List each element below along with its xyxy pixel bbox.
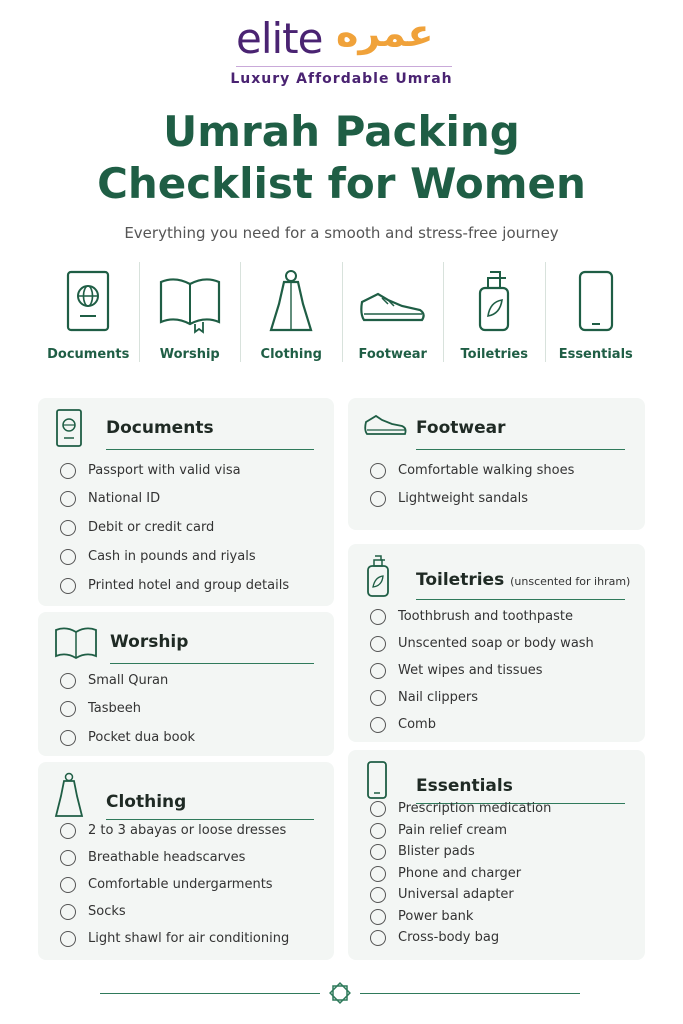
category-clothing <box>240 262 342 362</box>
page-title <box>0 106 683 210</box>
item-label: Phone and charger <box>398 866 522 881</box>
checkbox[interactable] <box>370 636 386 652</box>
item-label: Cross-body bag <box>398 930 500 945</box>
checklist-item[interactable] <box>370 865 635 885</box>
item-label: Socks <box>88 904 126 919</box>
checklist-item[interactable] <box>370 908 635 928</box>
category-essentials <box>545 262 647 362</box>
item-label: Light shawl for air conditioning <box>88 931 290 946</box>
checklist-item[interactable] <box>370 608 635 628</box>
checklist-item[interactable] <box>60 849 324 869</box>
checklist-item[interactable] <box>370 886 635 906</box>
shoe-icon <box>364 408 408 440</box>
shoe-icon <box>358 268 428 334</box>
checklist-item[interactable] <box>370 462 635 482</box>
item-label: Comb <box>398 717 436 732</box>
checklist-item[interactable] <box>370 662 635 682</box>
category-toiletries <box>443 262 545 362</box>
checklist-item[interactable] <box>60 876 324 896</box>
logo-divider <box>236 66 452 67</box>
item-label: Passport with valid visa <box>88 463 241 478</box>
checklist-item[interactable] <box>370 689 635 709</box>
checkbox[interactable] <box>60 877 76 893</box>
phone-icon <box>572 268 620 334</box>
item-label: Pocket dua book <box>88 730 196 745</box>
checklist-item[interactable] <box>60 700 324 720</box>
checklist-item[interactable] <box>370 716 635 736</box>
phone-icon <box>364 760 390 800</box>
passport-icon <box>64 268 112 334</box>
book-icon <box>54 622 98 662</box>
item-label: 2 to 3 abayas or loose dresses <box>88 823 287 838</box>
category-label: Clothing <box>260 347 322 362</box>
item-label: Toothbrush and toothpaste <box>398 609 573 624</box>
checkbox[interactable] <box>60 463 76 479</box>
checkbox[interactable] <box>370 463 386 479</box>
card-title: Worship <box>110 632 189 652</box>
checklist-item[interactable] <box>60 490 324 510</box>
checklist-item[interactable] <box>60 729 324 749</box>
logo-brand: elite <box>236 14 323 63</box>
title-underline <box>110 663 314 664</box>
checkbox[interactable] <box>60 578 76 594</box>
logo-arabic: عمره <box>336 11 434 55</box>
checklist-item[interactable] <box>60 903 324 923</box>
checkbox[interactable] <box>370 801 386 817</box>
card-title-text: Toiletries <box>416 570 505 590</box>
title-underline <box>416 599 625 600</box>
category-documents <box>38 262 139 362</box>
passport-icon <box>54 408 84 448</box>
item-label: Breathable headscarves <box>88 850 246 865</box>
title-underline <box>106 449 314 450</box>
toiletries-card <box>348 544 645 742</box>
footer-ornament <box>100 980 580 1006</box>
item-label: Cash in pounds and riyals <box>88 549 256 564</box>
checkbox[interactable] <box>370 909 386 925</box>
item-label: Debit or credit card <box>88 520 215 535</box>
elite-umrah-logo <box>236 11 456 70</box>
item-label: Wet wipes and tissues <box>398 663 543 678</box>
item-label: Pain relief cream <box>398 823 508 838</box>
checklist-item[interactable] <box>60 930 324 950</box>
checklist-item[interactable] <box>370 490 635 510</box>
checklist-item[interactable] <box>370 635 635 655</box>
checkbox[interactable] <box>60 850 76 866</box>
item-label: Power bank <box>398 909 474 924</box>
checkbox[interactable] <box>370 823 386 839</box>
card-title: Footwear <box>416 418 506 438</box>
checkbox[interactable] <box>60 549 76 565</box>
logo-tagline: Luxury Affordable Umrah <box>230 71 453 87</box>
checkbox[interactable] <box>60 730 76 746</box>
card-header <box>54 622 314 664</box>
card-header <box>364 408 625 450</box>
item-label: Universal adapter <box>398 887 514 902</box>
checkbox[interactable] <box>370 491 386 507</box>
checklist-item[interactable] <box>60 519 324 539</box>
item-label: Blister pads <box>398 844 475 859</box>
item-label: National ID <box>88 491 161 506</box>
title-underline <box>106 819 314 820</box>
title-underline <box>416 449 625 450</box>
checklist-item[interactable] <box>370 822 635 842</box>
category-label: Documents <box>47 347 130 362</box>
checklist-item[interactable] <box>370 843 635 863</box>
card-title: Essentials <box>416 776 513 796</box>
footer-rule-left <box>100 993 320 994</box>
category-label: Essentials <box>558 347 633 362</box>
clothing-card <box>38 762 334 960</box>
category-footwear <box>342 262 444 362</box>
page-subtitle: Everything you need for a smooth and stress-free journey <box>124 224 559 242</box>
checkbox[interactable] <box>60 491 76 507</box>
checkbox[interactable] <box>370 930 386 946</box>
checklist-item[interactable] <box>60 548 324 568</box>
category-label: Footwear <box>358 347 427 362</box>
checklist-item[interactable] <box>60 672 324 692</box>
category-label: Worship <box>159 347 220 362</box>
category-label: Toiletries <box>460 347 528 362</box>
checkbox[interactable] <box>370 690 386 706</box>
checkbox[interactable] <box>60 673 76 689</box>
checkbox[interactable] <box>60 701 76 717</box>
card-title <box>416 570 630 590</box>
card-title: Documents <box>106 418 214 438</box>
documents-card <box>38 398 334 606</box>
card-header <box>54 772 314 814</box>
checkbox[interactable] <box>370 866 386 882</box>
header <box>0 0 683 250</box>
card-title: Clothing <box>106 792 187 812</box>
footwear-card <box>348 398 645 530</box>
footer-rule-right <box>360 993 580 994</box>
book-icon <box>157 268 223 334</box>
title-line-1: Umrah Packing <box>163 107 520 156</box>
item-label: Comfortable undergarments <box>88 877 273 892</box>
card-header <box>364 554 631 596</box>
card-title-note: (unscented for ihram) <box>510 575 631 588</box>
item-label: Small Quran <box>88 673 169 688</box>
item-label: Comfortable walking shoes <box>398 463 575 478</box>
item-label: Tasbeeh <box>88 701 142 716</box>
item-label: Prescription medication <box>398 801 552 816</box>
bottle-icon <box>364 554 392 598</box>
checklist-item[interactable] <box>60 822 324 842</box>
card-header <box>364 760 625 802</box>
title-line-2: Checklist for Women <box>97 159 586 208</box>
bottle-icon <box>470 268 518 334</box>
checkbox[interactable] <box>60 520 76 536</box>
checkbox[interactable] <box>370 844 386 860</box>
worship-card <box>38 612 334 756</box>
checkbox[interactable] <box>370 887 386 903</box>
abaya-icon <box>267 268 315 334</box>
card-header <box>54 408 314 450</box>
checkbox[interactable] <box>370 663 386 679</box>
checklist-item[interactable] <box>60 462 324 482</box>
checkbox[interactable] <box>370 717 386 733</box>
item-label: Nail clippers <box>398 690 479 705</box>
star-ornament-icon <box>327 980 353 1006</box>
checkbox[interactable] <box>60 904 76 920</box>
checklist-item[interactable] <box>370 800 635 820</box>
checklist-item[interactable] <box>370 929 635 949</box>
essentials-card <box>348 750 645 960</box>
checkbox[interactable] <box>370 609 386 625</box>
checklist-item[interactable] <box>60 577 324 597</box>
checkbox[interactable] <box>60 931 76 947</box>
item-label: Printed hotel and group details <box>88 578 290 593</box>
abaya-icon <box>54 772 84 818</box>
item-label: Lightweight sandals <box>398 491 528 506</box>
category-icon-row <box>38 262 646 362</box>
checkbox[interactable] <box>60 823 76 839</box>
category-worship <box>139 262 241 362</box>
item-label: Unscented soap or body wash <box>398 636 594 651</box>
